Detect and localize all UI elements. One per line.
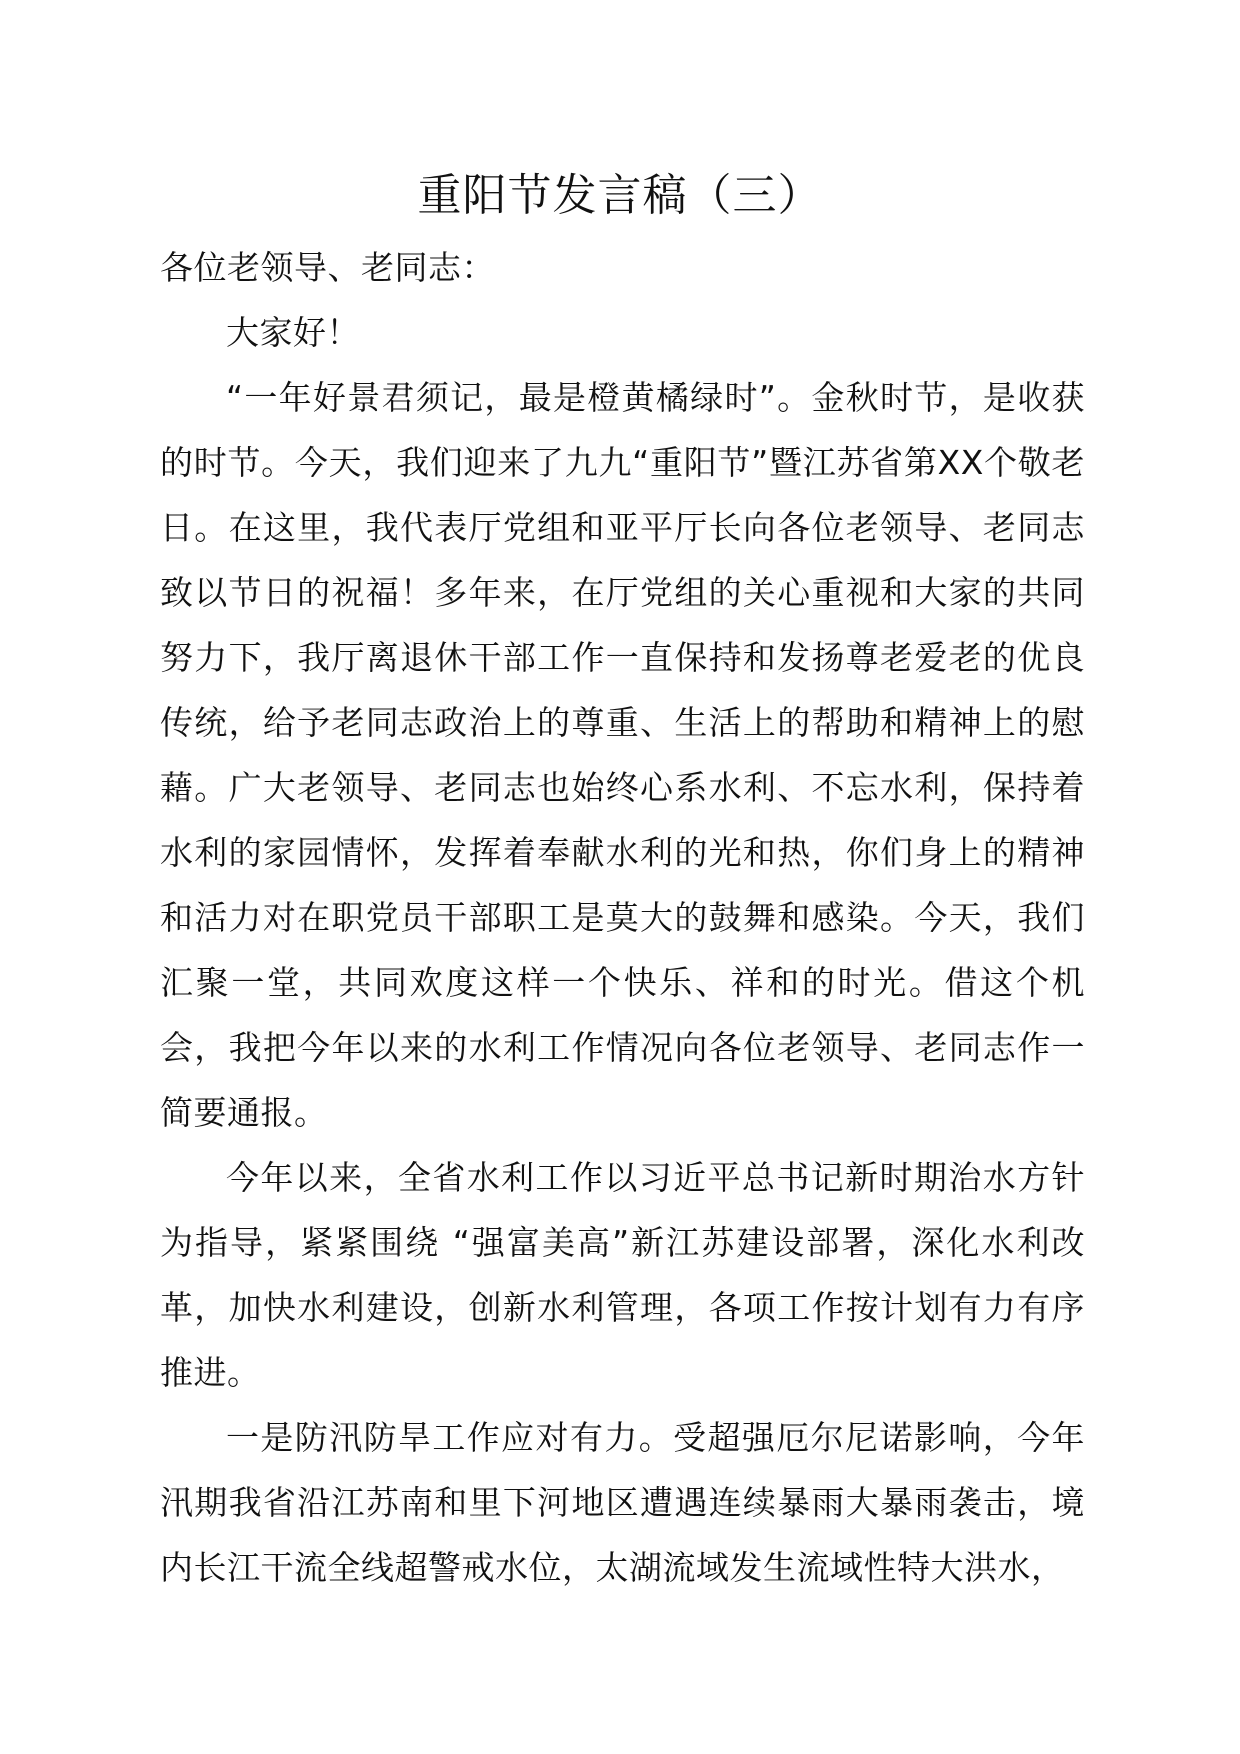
document-body <box>160 235 1085 1600</box>
salutation: 各位老领导、老同志： <box>160 248 495 287</box>
paragraph-overview: 今年以来，全省水利工作以习近平总书记新时期治水方针为指导，紧紧围绕 “强富美高”新江苏建设部署，深化水利改革，加快水利建设，创新水利管理，各项工作按计划有力有序推进。 <box>160 1158 1085 1392</box>
paragraph-flood-control: 一是防汛防旱工作应对有力。受超强厄尔尼诺影响，今年汛期我省沿江苏南和里下河地区遭遇连续暴雨大暴雨袭击，境内长江干流全线超警戒水位，太湖流域发生流域性特大洪水， <box>160 1418 1085 1587</box>
document-title: 重阳节发言稿（三） <box>417 170 823 221</box>
paragraph-greeting: 大家好！ <box>226 313 360 352</box>
paragraph-opening: “一年好景君须记，最是橙黄橘绿时”。金秋时节，是收获的时节。今天，我们迎来了九九“重阳节”暨江苏省第XX个敬老日。在这里，我代表厅党组和亚平厅长向各位老领导、老同志致以节日的祝福！多年来，在厅党组的关心重视和大家的共同努力下，我厅离退休干部工作一直保持和发扬尊老爱老的优良传统，给予老同志政治上的尊重、生活上的帮助和精神上的慰藉。广大老领导、老同志也始终心系水利、不忘水利，保持着水利的家园情怀，发挥着奉献水利的光和热，你们身上的精神和活力对在职党员干部职工是莫大的鼓舞和感染。今天，我们汇聚一堂，共同欢度这样一个快乐、祥和的时光。借这个机会，我把今年以来的水利工作情况向各位老领导、老同志作一简要通报。 <box>160 378 1085 1132</box>
